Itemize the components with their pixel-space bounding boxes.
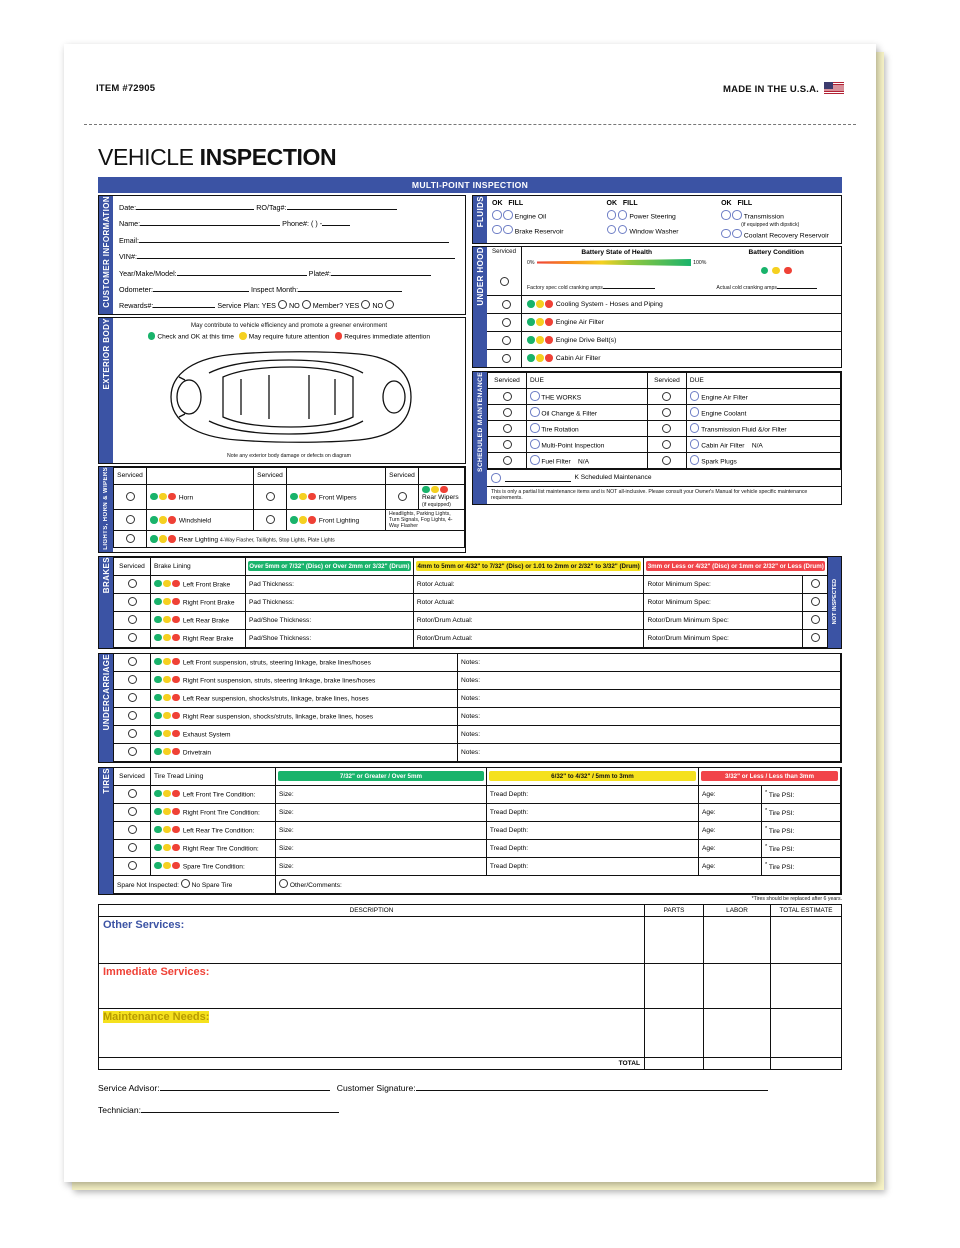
form-header — [96, 82, 844, 95]
scheduled-row: Multi-Point Inspection Cabin Air Filter N/A — [488, 437, 841, 453]
checkbox-left-rear-brake-not-inspected[interactable] — [811, 615, 820, 624]
tire-row: Left Front Tire Condition: Size: Tread Depth: Age: * Tire PSI: — [114, 785, 841, 803]
other-labor-cell[interactable] — [704, 916, 771, 963]
signature-section — [98, 1080, 842, 1115]
sideband-undercarriage: UNDERCARRIAGE — [101, 653, 111, 730]
maintenance-labor-cell[interactable] — [704, 1008, 771, 1057]
sideband-exterior: EXTERIOR BODY — [101, 318, 111, 390]
fluids-section: FLUIDS OK FILL Engine Oil Brake Reservoir OK FILL Power Steering Window Washer OK FILL Transmission (if equipped with dipstick) Coolant Recovery Reservoir — [472, 195, 842, 244]
brake-row: Right Front Brake Pad Thickness: Rotor Actual: Rotor Minimum Spec: — [114, 593, 828, 611]
inspection-form — [64, 44, 876, 1182]
tire-pill-warn: 6/32" to 4/32" / 5mm to 3mm — [489, 771, 696, 781]
undercarriage-row: Left Front suspension, struts, steering linkage, brake lines/hoses Notes: — [114, 654, 841, 672]
tire-row: Spare Tire Condition: Size: Tread Depth: Age: * Tire PSI: — [114, 857, 841, 875]
checkbox-left-front-suspension[interactable] — [128, 657, 137, 666]
checkbox-front-wipers-serviced[interactable] — [266, 492, 275, 501]
services-table: DESCRIPTION PARTS LABOR TOTAL ESTIMATE Other Services: Immediate Services: Maintenance Needs: TOTAL — [98, 904, 842, 1070]
undercarriage-row: Drivetrain Notes: — [114, 743, 841, 761]
brake-pill-warn: 4mm to 5mm or 4/32" to 7/32" (Disc) or 1.01 to 2mm or 2/32" to 3/32" (Drum) — [417, 562, 640, 570]
checkbox-left-front-tire-serviced[interactable] — [128, 789, 137, 798]
services-row-other[interactable]: Other Services: — [99, 916, 842, 963]
radio-service-plan-no[interactable] — [302, 300, 311, 309]
lights-row: Windshield Front Lighting Headlights, Parking Lights, Turn Signals, Fog Lights, 4-Way Flasher — [114, 510, 465, 531]
checkbox-cooling-system-serviced[interactable] — [502, 300, 511, 309]
exterior-note: Note any exterior body damage or defects on diagram — [227, 452, 351, 459]
undercarriage-row: Right Front suspension, struts, steering linkage, brake lines/hoses Notes: — [114, 671, 841, 689]
brakes-section: BRAKES Serviced Brake Lining Over 5mm or 7/32" (Disc) or Over 2mm or 3/32" (Drum) 4mm to 5mm or 4/32" to 7/32" (Disc) or 1.01 to 2mm or 2/32" to 3/32" (Drum) 3mm or Less or 4/32" (Disc) or 1mm or 2/32" or Less (Drum) Left Front Brake Pad Thickness: Rotor Actual: Rotor Minimum Spec: Right Front Brake Pad Thickness: Rotor Actual: Rotor Minimum Spec: Left Rear Brake Pad/Shoe Thickness: Rotor/Drum Actual: Rotor/Drum Minimum Spec: Right Rear Brake Pad/Shoe Thickness: Rotor/Drum Actual: Rotor/Drum Minimum Spec: NOT INSPECTED — [98, 556, 842, 649]
services-total-row: TOTAL — [99, 1057, 842, 1069]
made-in-usa: MADE IN THE U.S.A. — [723, 82, 844, 95]
undercarriage-row: Right Rear suspension, shocks/struts, linkage, brake lines, hoses Notes: — [114, 707, 841, 725]
checkbox-coolant-fill[interactable] — [732, 229, 742, 239]
scheduled-row: THE WORKS Engine Air Filter — [488, 389, 841, 405]
checkbox-left-rear-brake-serviced[interactable] — [128, 615, 137, 624]
undercarriage-row: Exhaust System Notes: — [114, 725, 841, 743]
exterior-headline: May contribute to vehicle efficiency and promote a greener environment — [190, 322, 388, 330]
lights-serviced-header: Serviced — [114, 467, 147, 484]
checkbox-works-serviced[interactable] — [503, 392, 512, 401]
brake-row: Left Rear Brake Pad/Shoe Thickness: Rotor/Drum Actual: Rotor/Drum Minimum Spec: — [114, 611, 828, 629]
checkbox-brake-reservoir-fill[interactable] — [503, 225, 513, 235]
field-rewards: Rewards#: Service Plan: YES NO Member? YES NO — [119, 299, 459, 310]
sideband-tires: TIRES — [101, 767, 111, 794]
scheduled-disclaimer: This is only a partial list maintenance items and is NOT all-inclusive. Please consult your Owner's Manual for vehicle specific maintenance requirements. — [487, 486, 841, 504]
under-hood-row: Engine Air Filter — [487, 313, 841, 331]
immediate-labor-cell[interactable] — [704, 963, 771, 1008]
immediate-total-cell[interactable] — [771, 963, 842, 1008]
checkbox-transmission-fill[interactable] — [732, 210, 742, 220]
checkbox-transmission-fluid-due[interactable] — [662, 424, 671, 433]
checkbox-windshield-serviced[interactable] — [126, 515, 135, 524]
sideband-scheduled: SCHEDULED MAINTENANCE — [476, 372, 484, 472]
checkbox-rear-lighting-serviced[interactable] — [126, 534, 135, 543]
checkbox-right-rear-brake-not-inspected[interactable] — [811, 633, 820, 642]
item-number: ITEM #72905 — [96, 83, 156, 94]
scheduled-maintenance-section: SCHEDULED MAINTENANCE Serviced DUE Serviced DUE THE WORKS Engine Air Filter Oil Change & Filter Engine Coolant Tire Rotation Transmission Fluid &/or Filter Multi-Point Inspection Cabin Air Filter N/A Fuel Filter N/A Spark Plugs K Scheduled Maintenance This is only a partial list maintenance items and is NOT all-inclusive. Please consult your Owner's Manual for vehicle specific maintenance requirements. — [472, 371, 842, 505]
field-email: Email: — [119, 234, 459, 245]
checkbox-right-rear-suspension[interactable] — [128, 711, 137, 720]
scheduled-row: Fuel Filter N/A Spark Plugs — [488, 453, 841, 469]
checkbox-right-rear-tire-serviced[interactable] — [128, 843, 137, 852]
checkbox-engine-air-filter-due[interactable] — [662, 392, 671, 401]
legend-yellow-icon — [239, 332, 247, 340]
checkbox-exhaust-system[interactable] — [128, 729, 137, 738]
under-hood-section: UNDER HOOD Serviced Battery State of Health 0% 100% Battery Condition Factory spec cold cranking amps Actual cold cranking amps Cooling System - Hoses and Piping Engine Air Filter Engine Drive Belt(s) Cabin Air Filter — [472, 246, 842, 368]
checkbox-right-front-brake-not-inspected[interactable] — [811, 597, 820, 606]
checkbox-spare-tire-serviced[interactable] — [128, 861, 137, 870]
services-row-immediate[interactable]: Immediate Services: — [99, 963, 842, 1008]
tires-section: TIRES Serviced Tire Tread Lining 7/32" or Greater / Over 5mm 6/32" to 4/32" / 5mm to 3mm 3/32" or Less / Less than 3mm Left Front Tire Condition: Size: Tread Depth: Age: * Tire PSI: Right Front Tire Condition: Size: Tread Depth: Age: * Tire PSI: Left Rear Tire Condition: Size: Tread Depth: Age: * Tire PSI: Right Rear Tire Condition: Size: Tread Depth: Age: * Tire PSI: Spare Tire Condition: Size: Tread Depth: Age: * Tire PSI: Spare Not Inspected: No Spare Tire Other/Comments: — [98, 767, 842, 895]
sideband-brakes: BRAKES — [101, 556, 111, 593]
radio-member-no[interactable] — [385, 300, 394, 309]
battery-condition-green-icon[interactable] — [761, 267, 769, 275]
checkbox-right-rear-brake-serviced[interactable] — [128, 633, 137, 642]
k-scheduled-row: K Scheduled Maintenance — [487, 469, 841, 486]
checkbox-power-steering-fill[interactable] — [618, 210, 628, 220]
tire-row: Left Rear Tire Condition: Size: Tread Depth: Age: * Tire PSI: — [114, 821, 841, 839]
battery-condition-red-icon[interactable] — [784, 267, 792, 275]
field-date-rotag: Date: RO/Tag#: — [119, 201, 459, 212]
checkbox-transmission-ok[interactable] — [721, 210, 731, 220]
checkbox-cabin-air-filter-serviced[interactable] — [502, 354, 511, 363]
undercarriage-section — [98, 653, 842, 763]
under-hood-row: Cabin Air Filter — [487, 349, 841, 367]
fluids-col-header: OK FILL — [492, 200, 524, 207]
maintenance-total-cell[interactable] — [771, 1008, 842, 1057]
tire-row: Right Front Tire Condition: Size: Tread Depth: Age: * Tire PSI: — [114, 803, 841, 821]
checkbox-battery-serviced[interactable] — [500, 277, 509, 286]
checkbox-no-spare-tire[interactable] — [181, 879, 190, 888]
total-estimate-cell[interactable] — [771, 1057, 842, 1069]
total-labor-cell[interactable] — [704, 1057, 771, 1069]
scheduled-row: Tire Rotation Transmission Fluid &/or Filter — [488, 421, 841, 437]
us-flag-icon — [824, 82, 844, 94]
brake-pill-good: Over 5mm or 7/32" (Disc) or Over 2mm or 3/32" (Drum) — [249, 562, 410, 570]
sideband-under-hood: UNDER HOOD — [475, 247, 485, 306]
checkbox-rear-wipers-serviced[interactable] — [398, 492, 407, 501]
lights-horn-wipers-section: LIGHTS, HORN & WIPERS Serviced Serviced Serviced Horn Front Wipers Rear Wipers (if equipped) Windshield Front Lighting Headlights, Parking Lights, Turn Signals, Fog Lights, 4-Way Flasher Rear Lighting 4-Way Flasher, Taillights, Stop Lights, Plate Lights — [98, 466, 466, 553]
tire-row: Right Rear Tire Condition: Size: Tread Depth: Age: * Tire PSI: — [114, 839, 841, 857]
checkbox-front-lighting-serviced[interactable] — [266, 515, 275, 524]
sideband-not-inspected: NOT INSPECTED — [831, 579, 838, 625]
exterior-body-section — [98, 317, 466, 464]
car-top-view-icon — [149, 343, 429, 451]
tire-pill-bad: 3/32" or Less / Less than 3mm — [701, 771, 838, 781]
total-parts-cell[interactable] — [645, 1057, 704, 1069]
checkbox-coolant-ok[interactable] — [721, 229, 731, 239]
lights-row: Horn Front Wipers Rear Wipers (if equipped) — [114, 484, 465, 510]
battery-condition-yellow-icon[interactable] — [772, 267, 780, 275]
field-vin: VIN#: — [119, 250, 459, 261]
undercarriage-row: Left Rear suspension, shocks/struts, linkage, brake lines, hoses Notes: — [114, 689, 841, 707]
other-total-cell[interactable] — [771, 916, 842, 963]
checkbox-other-comments[interactable] — [279, 879, 288, 888]
tires-footnote: *Tires should be replaced after 6 years. — [751, 895, 842, 902]
services-row-maintenance[interactable]: Maintenance Needs: — [99, 1008, 842, 1057]
checkbox-horn-serviced[interactable] — [126, 492, 135, 501]
lights-row: Rear Lighting 4-Way Flasher, Taillights, Stop Lights, Plate Lights — [114, 531, 465, 548]
spare-tire-row: Spare Not Inspected: No Spare Tire Other/Comments: — [114, 875, 841, 893]
immediate-parts-cell[interactable] — [645, 963, 704, 1008]
checkbox-engine-oil-fill[interactable] — [503, 210, 513, 220]
technician-line: Technician: — [98, 1102, 842, 1115]
customer-information-section — [98, 195, 466, 315]
checkbox-left-rear-suspension[interactable] — [128, 693, 137, 702]
checkbox-window-washer-fill[interactable] — [618, 225, 628, 235]
checkbox-tire-rotation-serviced[interactable] — [503, 424, 512, 433]
field-name-phone: Name: Phone#: ( ) - — [119, 217, 459, 228]
checkbox-engine-coolant-due[interactable] — [662, 408, 671, 417]
checkbox-left-front-brake-serviced[interactable] — [128, 579, 137, 588]
radio-member-yes[interactable] — [361, 300, 370, 309]
checkbox-drivetrain[interactable] — [128, 747, 137, 756]
radio-service-plan-yes[interactable] — [278, 300, 287, 309]
field-odometer: Odometer: Inspect Month: — [119, 283, 459, 294]
car-diagram[interactable] — [119, 341, 459, 453]
checkbox-engine-air-filter-serviced[interactable] — [502, 318, 511, 327]
checkbox-brake-reservoir-ok[interactable] — [492, 225, 502, 235]
checkbox-window-washer-ok[interactable] — [607, 225, 617, 235]
checkbox-power-steering-ok[interactable] — [607, 210, 617, 220]
sideband-customer: CUSTOMER INFORMATION — [101, 196, 111, 308]
checkbox-right-front-tire-serviced[interactable] — [128, 807, 137, 816]
checkbox-left-front-brake-not-inspected[interactable] — [811, 579, 820, 588]
under-hood-row: Engine Drive Belt(s) — [487, 331, 841, 349]
brake-pill-bad: 3mm or Less or 4/32" (Disc) or 1mm or 2/32" or Less (Drum) — [647, 562, 824, 570]
checkbox-k-scheduled[interactable] — [491, 473, 501, 483]
maintenance-parts-cell[interactable] — [645, 1008, 704, 1057]
advisor-line: Service Advisor: Customer Signature: — [98, 1080, 842, 1093]
scheduled-row: Oil Change & Filter Engine Coolant — [488, 405, 841, 421]
legend-green-icon — [148, 332, 156, 340]
checkbox-spark-plugs-due[interactable] — [662, 456, 671, 465]
sideband-lights: LIGHTS, HORN & WIPERS — [103, 466, 109, 550]
tire-pill-good: 7/32" or Greater / Over 5mm — [278, 771, 484, 781]
perforation-line — [84, 124, 856, 125]
checkbox-drive-belts-serviced[interactable] — [502, 336, 511, 345]
checkbox-fuel-filter-serviced[interactable] — [503, 456, 512, 465]
checkbox-left-rear-tire-serviced[interactable] — [128, 825, 137, 834]
brake-row: Right Rear Brake Pad/Shoe Thickness: Rotor/Drum Actual: Rotor/Drum Minimum Spec: — [114, 629, 828, 647]
checkbox-engine-oil-ok[interactable] — [492, 210, 502, 220]
exterior-legend: Check and OK at this time May require future attention Requires immediate attention — [119, 332, 459, 341]
brake-row: Left Front Brake Pad Thickness: Rotor Actual: Rotor Minimum Spec: — [114, 575, 828, 593]
sideband-fluids: FLUIDS — [475, 196, 485, 228]
field-year-make-model: Year/Make/Model: Plate#: — [119, 267, 459, 278]
checkbox-mpi-serviced[interactable] — [503, 440, 512, 449]
checkbox-oil-change-serviced[interactable] — [503, 408, 512, 417]
checkbox-right-front-suspension[interactable] — [128, 675, 137, 684]
under-hood-row: Cooling System - Hoses and Piping — [487, 295, 841, 313]
checkbox-right-front-brake-serviced[interactable] — [128, 597, 137, 606]
other-parts-cell[interactable] — [645, 916, 704, 963]
checkbox-cabin-air-filter-due[interactable] — [662, 440, 671, 449]
section-banner: MULTI-POINT INSPECTION — [98, 177, 842, 193]
battery-health-gauge — [537, 259, 692, 266]
page-title: VEHICLE INSPECTION — [98, 144, 337, 170]
legend-red-icon — [335, 332, 343, 340]
